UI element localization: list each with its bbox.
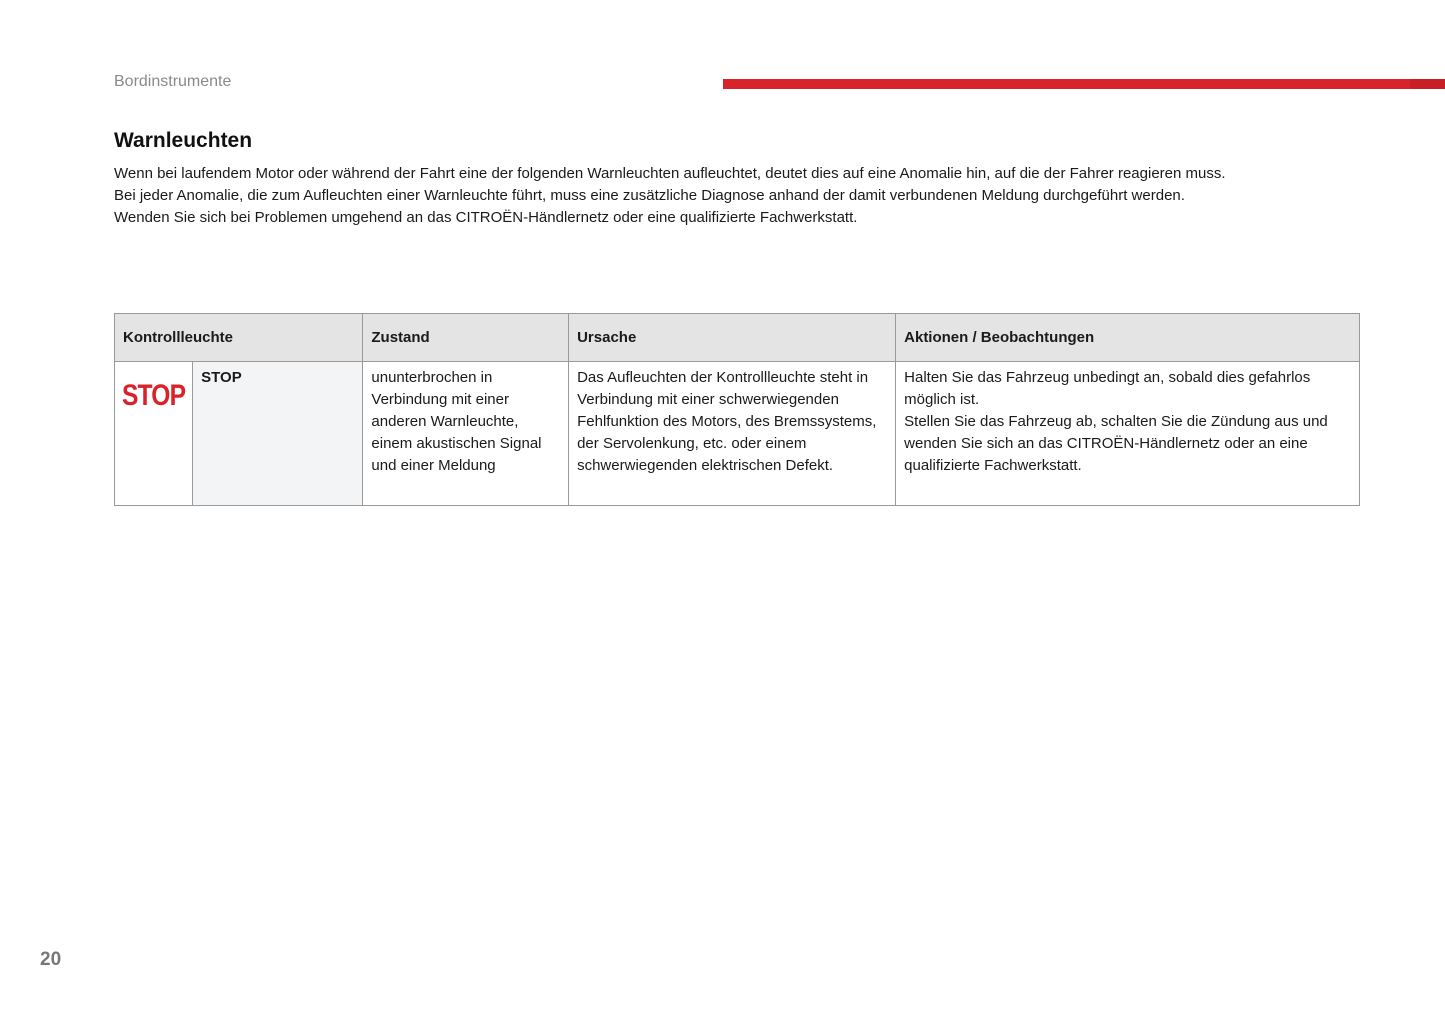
header-aktionen: Aktionen / Beobachtungen (896, 314, 1360, 362)
aktionen-line-2: Stellen Sie das Fahrzeug ab, schalten Sie die Zündung aus und wenden Sie sich an das CITROËN-Händlernetz oder an eine qualifizierte Fachwerkstatt. (904, 413, 1328, 474)
table-header-row (115, 314, 1360, 362)
header-ursache: Ursache (569, 314, 896, 362)
aktionen-cell (896, 362, 1360, 506)
section-label: Bordinstrumente (114, 73, 232, 90)
aktionen-line-1: Halten Sie das Fahrzeug unbedingt an, sobald dies gefahrlos möglich ist. (904, 369, 1311, 408)
intro-line-1: Wenn bei laufendem Motor oder während der Fahrt eine der folgenden Warnleuchten aufleuchtet, deutet dies auf eine Anomalie hin, auf die der Fahrer reagieren muss. (114, 165, 1226, 182)
header-zustand: Zustand (363, 314, 569, 362)
zustand-cell: ununterbrochen in Verbindung mit einer anderen Warnleuchte, einem akustischen Signal und einer Meldung (363, 362, 569, 506)
page-title: Warnleuchten (114, 129, 253, 152)
stop-warning-icon: STOP (121, 379, 186, 412)
warning-lights-table (114, 313, 1360, 506)
ursache-cell: Das Aufleuchten der Kontrollleuchte steht in Verbindung mit einer schwerwiegenden Fehlfunktion des Motors, des Bremssystems, der Servolenkung, etc. oder einem schwerwiegenden elektrischen Defekt. (569, 362, 896, 506)
icon-cell (115, 362, 193, 506)
intro-line-3: Wenden Sie sich bei Problemen umgehend an das CITROËN-Händlernetz oder eine qualifizierte Fachwerkstatt. (114, 209, 858, 226)
header-accent-bar-end (1410, 79, 1445, 89)
header-kontrollleuchte: Kontrollleuchte (115, 314, 363, 362)
header-accent-bar (723, 79, 1445, 89)
page-number: 20 (40, 949, 62, 970)
warning-light-name: STOP (193, 362, 363, 506)
table-row (115, 362, 1360, 506)
intro-text (114, 163, 1226, 229)
intro-line-2: Bei jeder Anomalie, die zum Aufleuchten einer Warnleuchte führt, muss eine zusätzliche Diagnose anhand der damit verbundenen Meldung durchgeführt werden. (114, 187, 1185, 204)
